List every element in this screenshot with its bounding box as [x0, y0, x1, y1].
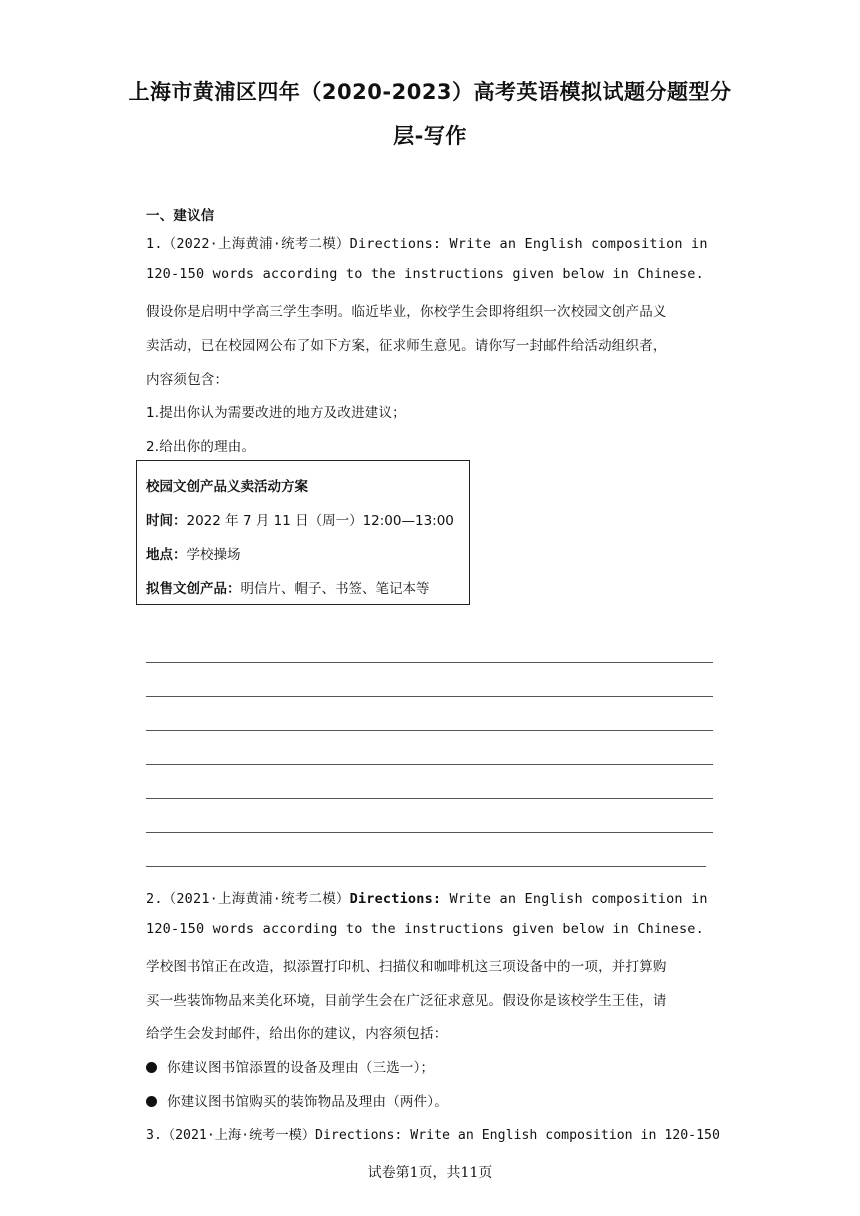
document-title-line-1: 上海市黄浦区四年（2020-2023）高考英语模拟试题分题型分 — [128, 80, 732, 104]
answer-line[interactable] — [146, 798, 713, 799]
q1-line-2: 120-150 words according to the instructions given below in Chinese. — [146, 266, 704, 282]
bullet-icon — [146, 1062, 157, 1073]
q2-bullet-2-text: 你建议图书馆购买的装饰物品及理由（两件）。 — [167, 1094, 448, 1110]
q2-line-3: 学校图书馆正在改造，拟添置打印机、扫描仪和咖啡机这三项设备中的一项，并打算购 — [146, 959, 667, 975]
q2-bullet-1-text: 你建议图书馆添置的设备及理由（三选一）； — [167, 1060, 435, 1076]
q2-bullet-1 — [146, 1056, 434, 1076]
q2-directions-label: Directions: — [349, 891, 442, 907]
q1-line-1: 1.（2022·上海黄浦·统考二模）Directions: Write an English composition in — [146, 236, 708, 252]
answer-line[interactable] — [146, 730, 713, 731]
q2-bullet-2 — [146, 1090, 448, 1110]
q1-line-4: 卖活动，已在校园网公布了如下方案，征求师生意见。请你写一封邮件给活动组织者， — [146, 338, 667, 354]
plan-time-value: 2022 年 7 月 11 日（周一）12:00—13:00 — [186, 513, 454, 529]
answer-line[interactable] — [146, 866, 706, 867]
answer-line[interactable] — [146, 764, 713, 765]
q1-point-2: 2.给出你的理由。 — [146, 439, 256, 455]
q1-point-1: 1.提出你认为需要改进的地方及改进建议； — [146, 405, 406, 421]
q3-line-1: 3.（2021·上海·统考一模）Directions: Write an English composition in 120-150 — [146, 1128, 720, 1143]
plan-place-value: 学校操场 — [186, 547, 241, 563]
bullet-icon — [146, 1096, 157, 1107]
section-heading: 一、建议信 — [146, 208, 215, 224]
page-footer: 试卷第1页，共11页 — [367, 1165, 493, 1181]
plan-items-label: 拟售文创产品： — [146, 581, 241, 597]
q2-prefix: 2.（2021·上海黄浦·统考二模） — [146, 891, 350, 907]
plan-time-row — [146, 509, 454, 529]
plan-items-value: 明信片、帽子、书签、笔记本等 — [240, 581, 430, 597]
plan-time-label: 时间： — [146, 513, 187, 529]
q2-line-4: 买一些装饰物品来美化环境，目前学生会在广泛征求意见。假设你是该校学生王佳，请 — [146, 993, 667, 1009]
plan-place-row — [146, 543, 241, 563]
plan-items-row — [146, 577, 430, 597]
answer-line[interactable] — [146, 696, 713, 697]
q1-line-5: 内容须包含： — [146, 372, 229, 388]
q2-line-2: 120-150 words according to the instructions given below in Chinese. — [146, 921, 704, 937]
plan-title: 校园文创产品义卖活动方案 — [146, 479, 308, 495]
activity-plan-box — [136, 460, 470, 605]
plan-place-label: 地点： — [146, 547, 187, 563]
q1-line-3: 假设你是启明中学高三学生李明。临近毕业，你校学生会即将组织一次校园文创产品义 — [146, 304, 667, 320]
q2-line-1-rest: Write an English composition in — [441, 891, 708, 907]
answer-line[interactable] — [146, 662, 713, 663]
q2-line-5: 给学生会发封邮件，给出你的建议，内容须包括： — [146, 1026, 448, 1042]
q2-line-1 — [146, 887, 708, 907]
answer-line[interactable] — [146, 832, 713, 833]
document-title-line-2: 层-写作 — [393, 124, 467, 148]
